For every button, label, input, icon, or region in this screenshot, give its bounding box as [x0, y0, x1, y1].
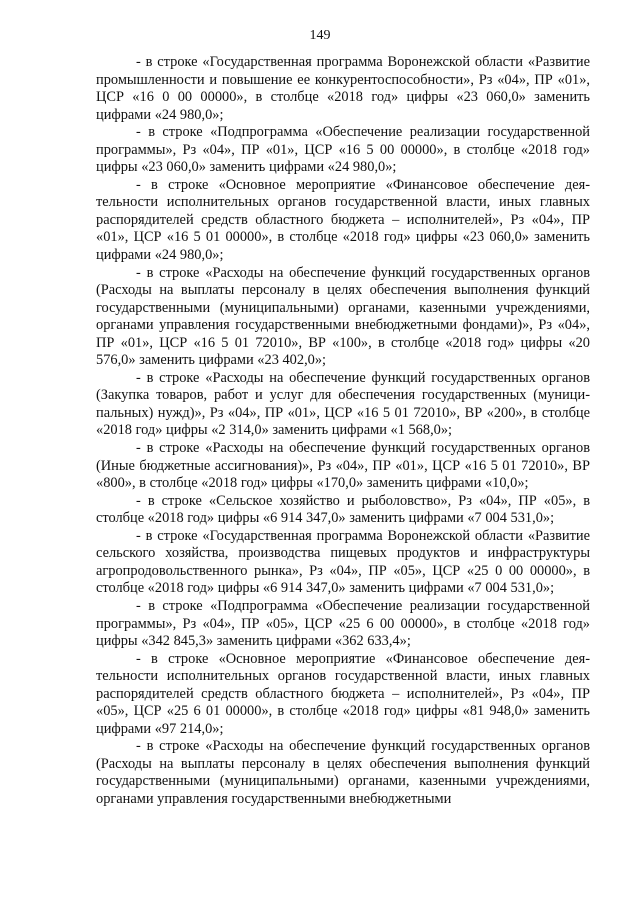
- paragraph-5: - в строке «Расходы на обеспечение функций государственных органов (Закупка товаров, работ и услуг для обеспечения государственных (муниципальных) нужд)», Рз «04», ПР «01», ЦСР «16 5 01 72010», ВР «200», в столбце «2018 год» цифры «2 314,0» заменить цифрами «1 568,0»;: [96, 369, 590, 439]
- paragraph-7: - в строке «Сельское хозяйство и рыболовство», Рз «04», ПР «05», в столбце «2018 год» цифры «6 914 347,0» заменить цифрами «7 004 531,0»;: [96, 492, 590, 527]
- paragraph-11: - в строке «Расходы на обеспечение функций государственных органов (Расходы на выплаты персоналу в целях обеспечения выполнения функций государственными (муниципальными) органами, казенными учреждениями, органами управления государственными внебюджетными: [96, 738, 590, 807]
- paragraph-1: - в строке «Государственная программа Воронежской области «Развитие промышленности и повышение ее конкурентоспособности», Рз «04», ПР «01», ЦСР «16 0 00 00000», в столбце «2018 год» цифры «23 060,0» заменить цифрами «24 980,0»;: [96, 54, 590, 123]
- paragraph-4: - в строке «Расходы на обеспечение функций государственных органов (Расходы на выплаты персоналу в целях обеспечения выполнения функций государственными (муниципальными) органами, казенными учреждениями, органами управления государственными внебюджетными фондами)», Рз «04», ПР «01», ЦСР «16 5 01 72010», ВР «100», в столбце «2018 год» цифры «20 576,0» заменить цифрами «23 402,0»;: [96, 264, 590, 369]
- paragraph-10: - в строке «Основное мероприятие «Финансовое обеспечение деятельности исполнительных органов государственной власти, иных главных распорядителей средств областного бюджета – исполнителей», Рз «04», ПР «05», ЦСР «25 6 01 00000», в столбце «2018 год» цифры «81 948,0» заменить цифрами «97 214,0»;: [96, 650, 590, 737]
- paragraph-2: - в строке «Подпрограмма «Обеспечение реализации государственной программы», Рз «04», ПР «01», ЦСР «16 5 00 00000», в столбце «2018 год» цифры «23 060,0» заменить цифрами «24 980,0»;: [96, 124, 590, 176]
- paragraph-3: - в строке «Основное мероприятие «Финансовое обеспечение деятельности исполнительных органов государственной власти, иных главных распорядителей средств областного бюджета – исполнителей», Рз «04», ПР «01», ЦСР «16 5 01 00000», в столбце «2018 год» цифры «23 060,0» заменить цифрами «24 980,0»;: [96, 176, 590, 264]
- paragraph-8: - в строке «Государственная программа Воронежской области «Развитие сельского хозяйства, производства пищевых продуктов и инфраструктуры агропродовольственного рынка», Рз «04», ПР «05», ЦСР «25 0 00 00000», в столбце «2018 год» цифры «6 914 347,0» заменить цифрами «7 004 531,0»;: [96, 527, 590, 597]
- page-number: 149: [309, 28, 331, 43]
- body-text: [96, 54, 590, 809]
- paragraph-6: - в строке «Расходы на обеспечение функций государственных органов (Иные бюджетные ассигнования)», Рз «04», ПР «01», ЦСР «16 5 01 72010», ВР «800», в столбце «2018 год» цифры «170,0» заменить цифрами «10,0»;: [96, 440, 590, 492]
- paragraph-9: - в строке «Подпрограмма «Обеспечение реализации государственной программы», Рз «04», ПР «05», ЦСР «25 6 00 00000», в столбце «2018 год» цифры «342 845,3» заменить цифрами «362 633,4»;: [96, 597, 590, 650]
